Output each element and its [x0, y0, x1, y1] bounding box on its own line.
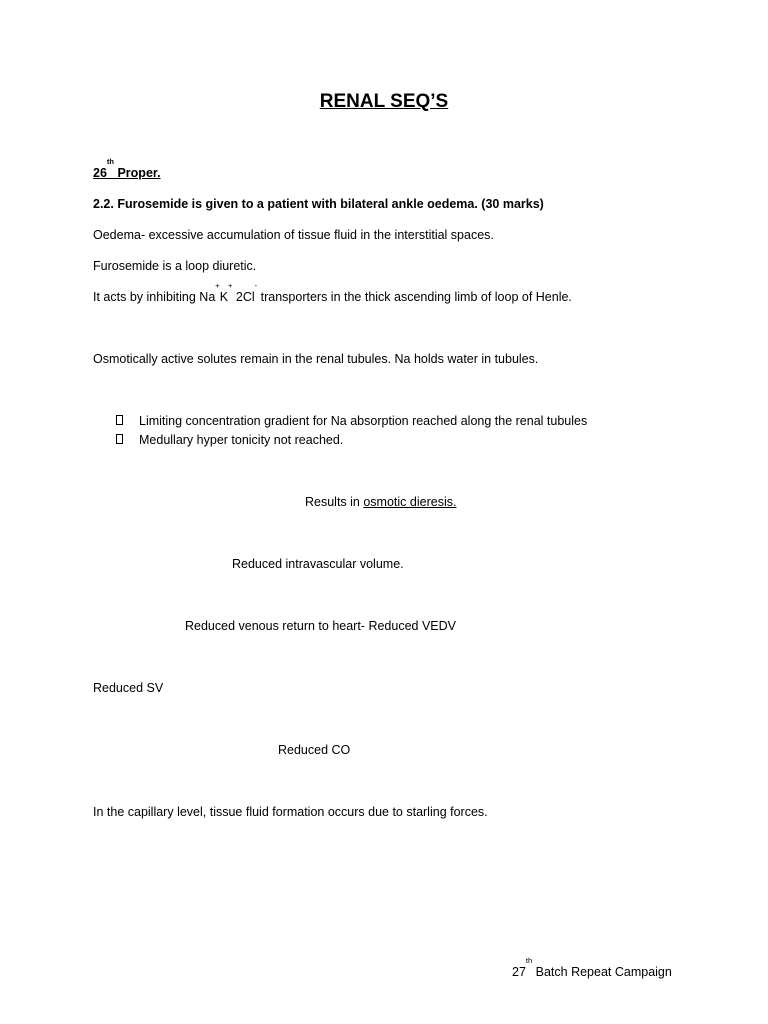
heading-number: 26 — [93, 166, 107, 180]
capillary-text: In the capillary level, tissue fluid formation occurs due to starling forces. — [93, 805, 488, 819]
mechanism-prefix: It acts by inhibiting Na — [93, 290, 216, 304]
results-underlined: osmotic dieresis. — [363, 495, 457, 509]
heading-suffix: Proper. — [114, 166, 161, 180]
flow-step-3: Reduced SV — [93, 681, 164, 695]
page-title: RENAL SEQ’S — [319, 91, 449, 112]
page-footer — [512, 956, 672, 980]
mechanism-mid-1: K — [219, 290, 229, 304]
footer-superscript: th — [525, 956, 533, 965]
furosemide-class: Furosemide is a loop diuretic. — [93, 259, 257, 273]
bullet-box-icon — [116, 434, 123, 444]
flow-step-2: Reduced venous return to heart- Reduced VEDV — [185, 619, 456, 633]
bullet-box-icon — [116, 415, 123, 425]
osmotic-text: Osmotically active solutes remain in the renal tubules. Na holds water in tubules. — [93, 352, 539, 366]
heading-superscript: th — [106, 157, 114, 166]
results-text — [305, 494, 456, 510]
oedema-definition: Oedema- excessive accumulation of tissue fluid in the interstitial spaces. — [93, 228, 494, 242]
bullet-item-1: Limiting concentration gradient for Na absorption reached along the renal tubules — [139, 414, 588, 428]
bullet-item-2: Medullary hyper tonicity not reached. — [139, 433, 344, 447]
flow-step-4: Reduced CO — [278, 743, 351, 757]
flow-step-1: Reduced intravascular volume. — [232, 557, 404, 571]
mechanism-mid-2: 2Cl — [232, 290, 255, 304]
results-prefix: Results in — [305, 495, 364, 509]
mechanism-sup-1: + — [215, 281, 220, 290]
question-text: 2.2. Furosemide is given to a patient with bilateral ankle oedema. (30 marks) — [93, 197, 544, 211]
mechanism-sup-3: - — [254, 281, 258, 290]
footer-suffix: Batch Repeat Campaign — [532, 965, 672, 979]
section-heading — [93, 157, 161, 181]
mechanism-text — [93, 281, 572, 305]
mechanism-sup-2: + — [228, 281, 233, 290]
mechanism-suffix: transporters in the thick ascending limb of loop of Henle. — [257, 290, 572, 304]
footer-number: 27 — [512, 965, 526, 979]
